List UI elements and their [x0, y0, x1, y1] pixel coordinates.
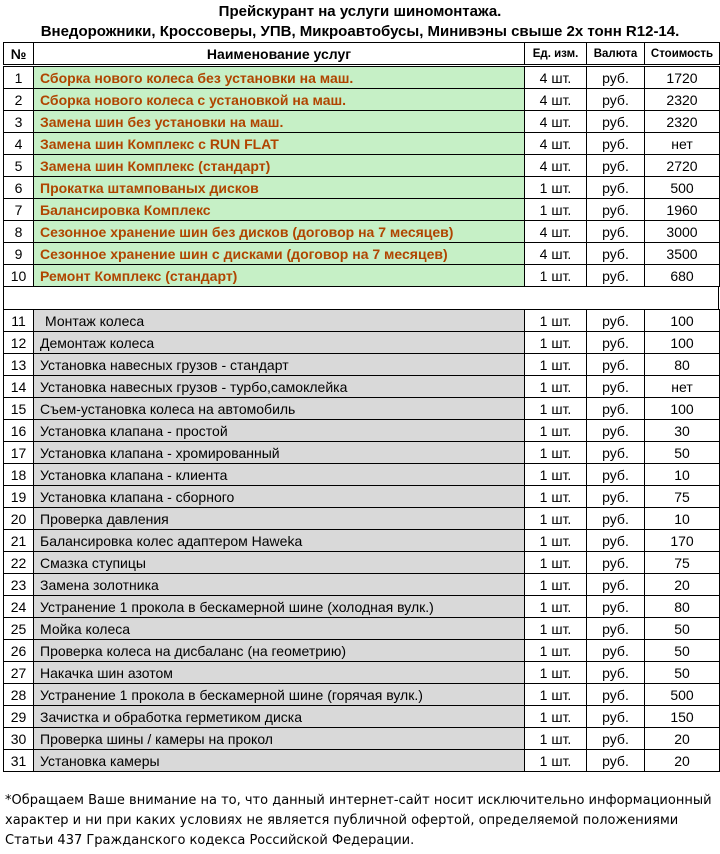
currency-cell: руб.: [587, 508, 645, 530]
service-name: Демонтаж колеса: [34, 332, 525, 354]
table-row: [4, 552, 720, 574]
service-name: Проверка колеса на дисбаланс (на геометрию): [34, 640, 525, 662]
price-cell: 50: [645, 618, 720, 640]
price-cell: 500: [645, 177, 720, 199]
unit-cell: 1 шт.: [525, 552, 587, 574]
unit-cell: 1 шт.: [525, 420, 587, 442]
service-name: Замена золотника: [34, 574, 525, 596]
row-number: 27: [4, 662, 34, 684]
price-cell: 100: [645, 332, 720, 354]
row-number: 26: [4, 640, 34, 662]
price-cell: 500: [645, 684, 720, 706]
unit-cell: 1 шт.: [525, 177, 587, 199]
row-number: 24: [4, 596, 34, 618]
price-cell: 150: [645, 706, 720, 728]
unit-cell: 1 шт.: [525, 640, 587, 662]
service-name: Устранение 1 прокола в бескамерной шине (холодная вулк.): [34, 596, 525, 618]
unit-cell: 1 шт.: [525, 310, 587, 332]
table-row: [4, 155, 720, 177]
unit-cell: 1 шт.: [525, 354, 587, 376]
price-cell: 100: [645, 310, 720, 332]
price-cell: 75: [645, 552, 720, 574]
table-separator: [3, 287, 719, 309]
unit-cell: 4 шт.: [525, 89, 587, 111]
row-number: 8: [4, 221, 34, 243]
table-row: [4, 596, 720, 618]
currency-cell: руб.: [587, 530, 645, 552]
table-row: [4, 199, 720, 221]
row-number: 20: [4, 508, 34, 530]
currency-cell: руб.: [587, 398, 645, 420]
price-cell: 1720: [645, 67, 720, 89]
table-row: [4, 464, 720, 486]
header-row: [4, 43, 720, 65]
currency-cell: руб.: [587, 67, 645, 89]
table-row: [4, 243, 720, 265]
currency-cell: руб.: [587, 574, 645, 596]
table-row: [4, 662, 720, 684]
row-number: 25: [4, 618, 34, 640]
row-number: 10: [4, 265, 34, 287]
currency-cell: руб.: [587, 354, 645, 376]
currency-cell: руб.: [587, 332, 645, 354]
currency-cell: руб.: [587, 133, 645, 155]
currency-cell: руб.: [587, 243, 645, 265]
table-row: [4, 684, 720, 706]
row-number: 13: [4, 354, 34, 376]
currency-cell: руб.: [587, 310, 645, 332]
table-row: [4, 89, 720, 111]
unit-cell: 1 шт.: [525, 574, 587, 596]
table-row: [4, 133, 720, 155]
currency-cell: руб.: [587, 199, 645, 221]
price-cell: 3000: [645, 221, 720, 243]
table-row: [4, 706, 720, 728]
price-cell: 680: [645, 265, 720, 287]
unit-cell: 1 шт.: [525, 199, 587, 221]
service-name: Замена шин Комплекс с RUN FLAT: [34, 133, 525, 155]
table-row: [4, 332, 720, 354]
table-row: [4, 728, 720, 750]
currency-cell: руб.: [587, 640, 645, 662]
unit-cell: 1 шт.: [525, 464, 587, 486]
currency-cell: руб.: [587, 442, 645, 464]
unit-cell: 4 шт.: [525, 67, 587, 89]
currency-cell: руб.: [587, 111, 645, 133]
row-number: 2: [4, 89, 34, 111]
row-number: 17: [4, 442, 34, 464]
service-name: Проверка давления: [34, 508, 525, 530]
currency-cell: руб.: [587, 420, 645, 442]
row-number: 14: [4, 376, 34, 398]
service-name: Замена шин без установки на маш.: [34, 111, 525, 133]
table-row: [4, 354, 720, 376]
unit-cell: 1 шт.: [525, 750, 587, 772]
unit-cell: 1 шт.: [525, 596, 587, 618]
unit-cell: 4 шт.: [525, 111, 587, 133]
row-number: 12: [4, 332, 34, 354]
table-row: [4, 750, 720, 772]
row-number: 1: [4, 67, 34, 89]
row-number: 19: [4, 486, 34, 508]
row-number: 18: [4, 464, 34, 486]
service-name: Ремонт Комплекс (стандарт): [34, 265, 525, 287]
row-number: 6: [4, 177, 34, 199]
table-row: [4, 640, 720, 662]
disclaimer-line: характер и ни при каких условиях не является публичной офертой, определяемой положениями: [5, 813, 679, 828]
page-subtitle: Внедорожники, Кроссоверы, УПВ, Микроавтобусы, Минивэны свыше 2х тонн R12-14.: [40, 23, 680, 40]
column-header-currency: Валюта: [587, 43, 645, 65]
row-number: 3: [4, 111, 34, 133]
table-row: [4, 398, 720, 420]
table-row: [4, 265, 720, 287]
unit-cell: 1 шт.: [525, 376, 587, 398]
table-row: [4, 618, 720, 640]
service-name: Установка клапана - клиента: [34, 464, 525, 486]
service-name: Монтаж колеса: [34, 310, 525, 332]
unit-cell: 1 шт.: [525, 508, 587, 530]
price-cell: 50: [645, 662, 720, 684]
service-name: Балансировка колес адаптером Haweka: [34, 530, 525, 552]
price-cell: 80: [645, 354, 720, 376]
disclaimer-line: *Обращаем Ваше внимание на то, что данный интернет-сайт носит исключительно информационный: [5, 793, 712, 808]
price-cell: 75: [645, 486, 720, 508]
price-table-extra-services: [3, 309, 720, 772]
service-name: Установка навесных грузов - стандарт: [34, 354, 525, 376]
row-number: 7: [4, 199, 34, 221]
currency-cell: руб.: [587, 662, 645, 684]
price-cell: 10: [645, 508, 720, 530]
price-cell: 170: [645, 530, 720, 552]
unit-cell: 1 шт.: [525, 684, 587, 706]
price-cell: 100: [645, 398, 720, 420]
table-row: [4, 508, 720, 530]
service-name: Прокатка штампованых дисков: [34, 177, 525, 199]
table-row: [4, 574, 720, 596]
row-number: 16: [4, 420, 34, 442]
service-name: Сборка нового колеса с установкой на маш.: [34, 89, 525, 111]
unit-cell: 1 шт.: [525, 618, 587, 640]
row-number: 28: [4, 684, 34, 706]
price-table-header: [3, 42, 720, 65]
currency-cell: руб.: [587, 89, 645, 111]
unit-cell: 4 шт.: [525, 155, 587, 177]
unit-cell: 1 шт.: [525, 662, 587, 684]
price-cell: 20: [645, 574, 720, 596]
currency-cell: руб.: [587, 596, 645, 618]
table-row: [4, 486, 720, 508]
price-cell: 20: [645, 728, 720, 750]
row-number: 21: [4, 530, 34, 552]
currency-cell: руб.: [587, 706, 645, 728]
table-row: [4, 221, 720, 243]
currency-cell: руб.: [587, 376, 645, 398]
table-row: [4, 310, 720, 332]
price-cell: 2320: [645, 111, 720, 133]
disclaimer-line: Статьи 437 Гражданского кодекса Российской Федерации.: [5, 833, 415, 848]
currency-cell: руб.: [587, 618, 645, 640]
service-name: Устранение 1 прокола в бескамерной шине (горячая вулк.): [34, 684, 525, 706]
currency-cell: руб.: [587, 464, 645, 486]
service-name: Мойка колеса: [34, 618, 525, 640]
unit-cell: 4 шт.: [525, 133, 587, 155]
service-name: Установка камеры: [34, 750, 525, 772]
service-name: Накачка шин азотом: [34, 662, 525, 684]
service-name: Съем-установка колеса на автомобиль: [34, 398, 525, 420]
row-number: 30: [4, 728, 34, 750]
currency-cell: руб.: [587, 552, 645, 574]
currency-cell: руб.: [587, 221, 645, 243]
unit-cell: 1 шт.: [525, 530, 587, 552]
row-number: 4: [4, 133, 34, 155]
column-header-num: №: [4, 43, 34, 65]
table-row: [4, 177, 720, 199]
price-cell: 3500: [645, 243, 720, 265]
row-number: 22: [4, 552, 34, 574]
table-row: [4, 420, 720, 442]
price-cell: нет: [645, 133, 720, 155]
currency-cell: руб.: [587, 486, 645, 508]
service-name: Установка навесных грузов - турбо,самоклейка: [34, 376, 525, 398]
service-name: Установка клапана - сборного: [34, 486, 525, 508]
row-number: 23: [4, 574, 34, 596]
page-title: Прейскурант на услуги шиномонтажа.: [218, 3, 502, 20]
service-name: Сезонное хранение шин с дисками (договор на 7 месяцев): [34, 243, 525, 265]
price-table-main-services: [3, 66, 720, 287]
price-cell: 30: [645, 420, 720, 442]
unit-cell: 1 шт.: [525, 486, 587, 508]
column-header-unit: Ед. изм.: [525, 43, 587, 65]
unit-cell: 1 шт.: [525, 442, 587, 464]
service-name: Смазка ступицы: [34, 552, 525, 574]
price-cell: нет: [645, 376, 720, 398]
unit-cell: 1 шт.: [525, 728, 587, 750]
disclaimer-note: [5, 791, 718, 851]
price-cell: 10: [645, 464, 720, 486]
unit-cell: 1 шт.: [525, 332, 587, 354]
table-row: [4, 530, 720, 552]
unit-cell: 1 шт.: [525, 265, 587, 287]
price-cell: 1960: [645, 199, 720, 221]
price-cell: 20: [645, 750, 720, 772]
unit-cell: 1 шт.: [525, 398, 587, 420]
row-number: 11: [4, 310, 34, 332]
service-name: Установка клапана - простой: [34, 420, 525, 442]
currency-cell: руб.: [587, 155, 645, 177]
service-name: Балансировка Комплекс: [34, 199, 525, 221]
column-header-service: Наименование услуг: [34, 43, 525, 65]
price-cell: 2320: [645, 89, 720, 111]
currency-cell: руб.: [587, 177, 645, 199]
price-cell: 50: [645, 442, 720, 464]
currency-cell: руб.: [587, 265, 645, 287]
currency-cell: руб.: [587, 750, 645, 772]
currency-cell: руб.: [587, 684, 645, 706]
unit-cell: 4 шт.: [525, 221, 587, 243]
table-row: [4, 67, 720, 89]
service-name: Сезонное хранение шин без дисков (договор на 7 месяцев): [34, 221, 525, 243]
currency-cell: руб.: [587, 728, 645, 750]
row-number: 31: [4, 750, 34, 772]
table-row: [4, 111, 720, 133]
row-number: 5: [4, 155, 34, 177]
table-row: [4, 442, 720, 464]
price-cell: 50: [645, 640, 720, 662]
row-number: 29: [4, 706, 34, 728]
row-number: 15: [4, 398, 34, 420]
service-name: Установка клапана - хромированный: [34, 442, 525, 464]
price-cell: 80: [645, 596, 720, 618]
price-cell: 2720: [645, 155, 720, 177]
unit-cell: 4 шт.: [525, 243, 587, 265]
service-name: Сборка нового колеса без установки на маш.: [34, 67, 525, 89]
service-name: Зачистка и обработка герметиком диска: [34, 706, 525, 728]
table-row: [4, 376, 720, 398]
column-header-price: Стоимость: [645, 43, 720, 65]
row-number: 9: [4, 243, 34, 265]
unit-cell: 1 шт.: [525, 706, 587, 728]
service-name: Проверка шины / камеры на прокол: [34, 728, 525, 750]
service-name: Замена шин Комплекс (стандарт): [34, 155, 525, 177]
